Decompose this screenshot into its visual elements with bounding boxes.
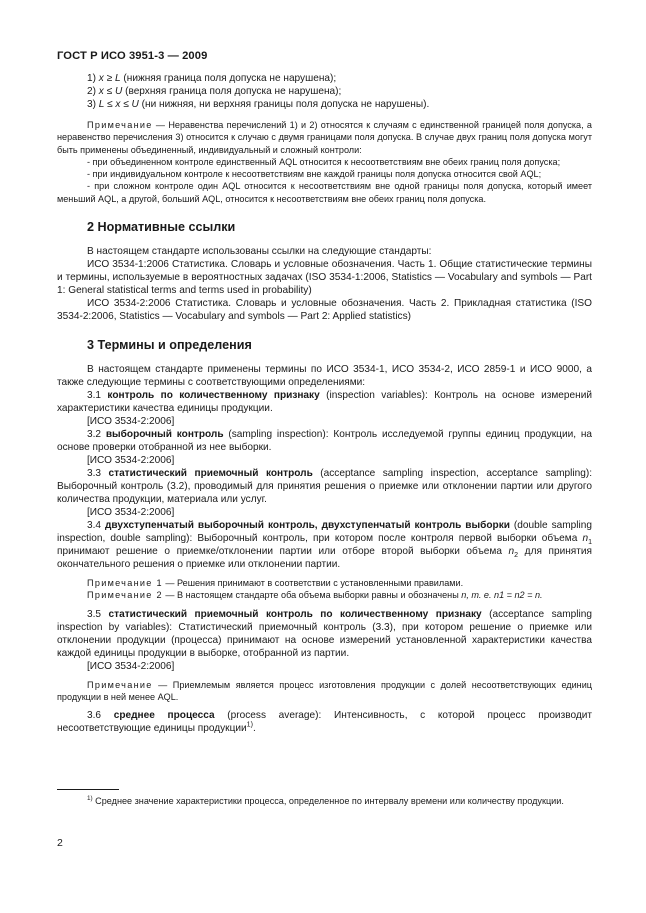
term-3-1: 3.1 контроль по количественному признаку (inspection variables): Контроль на основе измерений характеристики качества единицы продукции. [57,390,592,415]
section-2-title: 2 Нормативные ссылки [87,220,236,235]
section-2-intro: В настоящем стандарте использованы ссылки на следующие стандарты: [87,246,432,258]
note-3-4-2: Примечание 2 — В настоящем стандарте оба объема выборки равны и обозначены n, т. е. n1 = n2 = n. [87,590,543,601]
term-3-3-source: [ИСО 3534-2:2006] [87,507,175,519]
condition-1: 1) x ≥ L (нижняя граница поля допуска не нарушена); [87,73,337,84]
note-intro-item-3: - при сложном контроле один AQL относится к несоответствиям вне одной границы поля допуска, который имеет меньший AQL, а другой, больший AQL, относится к несоответствиям вне обеих границ поля допуска. [57,181,592,204]
section-3-intro: В настоящем стандарте применены термины по ИСО 3534-1, ИСО 3534-2, ИСО 2859-1 и ИСО 9000, а также следующие термины с соответствующими определениями: [57,364,592,389]
footnote-ref: 1) [246,721,253,729]
condition-2: 2) x ≤ U (верхняя граница поля допуска не нарушена); [87,86,342,97]
term-3-4: 3.4 двухступенчатый выборочный контроль, двухступенчатый контроль выборки (double sampling inspection, double sampling): Выборочный контроль, при котором после контроля первой выборки объема $n_1$ принимают решение о приемке/отклонении партии или отборе второй выборки объема $n_2$ для принятия окончательного решения о приемке или отклонении партии. [57,520,592,571]
footnote-mark: 1) [87,794,93,802]
condition-3: 3) L ≤ x ≤ U (ни нижняя, ни верхняя границы поля допуска не нарушены). [87,99,430,110]
term-3-6: 3.6 среднее процесса (process average): Интенсивность, с которой процесс производит несоответствующие единицы продукции$^{1)}$. [57,710,592,735]
page-number: 2 [57,837,63,849]
document-header: ГОСТ Р ИСО 3951-3 — 2009 [57,50,208,62]
note-intro: Примечание — Неравенства перечислений 1) и 2) относятся к случаям с единственной границей поля допуска, а неравенство перечисления 3) относится к случаю с двумя границами поля допуска. В случае двух границ поля допуска могут быть применены объединенный, индивидуальный и сложный контроли: [57,120,592,155]
term-3-5-source: [ИСО 3534-2:2006] [87,660,175,672]
note-3-4-1: Примечание 1 — Решения принимают в соответствии с установленными правилами. [87,578,464,589]
term-3-5: 3.5 статистический приемочный контроль по количественному признаку (acceptance sampling inspection by variables): Статистический приемочный контроль (3.3), при котором решение о приемке или отклонении продукции (процесса) принимают на основе измерений установленной характеристики качества каждой единицы продукции в выборке, отобранной из партии. [57,608,592,659]
note-intro-item-2: - при индивидуальном контроле к несоответствиям вне каждой границы поля допуска относится свой AQL; [87,169,542,180]
footnote-separator [57,789,119,790]
footnote: $^{1)}$ Среднее значение характеристики процесса, определенное по интервалу времени или количеству продукции. [87,794,564,806]
reference-iso-3534-2: ИСО 3534-2:2006 Статистика. Словарь и условные обозначения. Часть 2. Прикладная статистика (ISO 3534-2:2006, Statistics — Vocabulary and symbols — Part 2: Applied statistics) [57,298,592,323]
reference-iso-3534-1: ИСО 3534-1:2006 Статистика. Словарь и условные обозначения. Часть 1. Общие статистические термины и термины, используемые в вероятностных задачах (ISO 3534-1:2006, Statistics — Vocabulary and symbols — Part 1: General statistical terms and terms used in probability) [57,259,592,297]
term-3-1-source: [ИСО 3534-2:2006] [87,416,175,428]
note-intro-item-1: - при объединенном контроле единственный AQL относится к несоответствиям вне обеих границ поля допуска; [87,156,561,167]
section-3-title: 3 Термины и определения [87,338,252,353]
term-3-3: 3.3 статистический приемочный контроль (acceptance sampling inspection, acceptance sampling): Выборочный контроль (3.2), проводимый для принятия решения о приемке или отклонении партии или другого количества продукции, материала или услуг. [57,468,592,506]
document-body [57,72,592,735]
term-3-2: 3.2 выборочный контроль (sampling inspection): Контроль исследуемой группы единиц продукции, на основе проверки отобранной из нее выборки. [57,429,593,454]
note-3-5: Примечание — Приемлемым является процесс изготовления продукции с долей несоответствующих единиц продукции в ней менее AQL. [57,679,592,702]
term-3-2-source: [ИСО 3534-2:2006] [87,455,175,467]
